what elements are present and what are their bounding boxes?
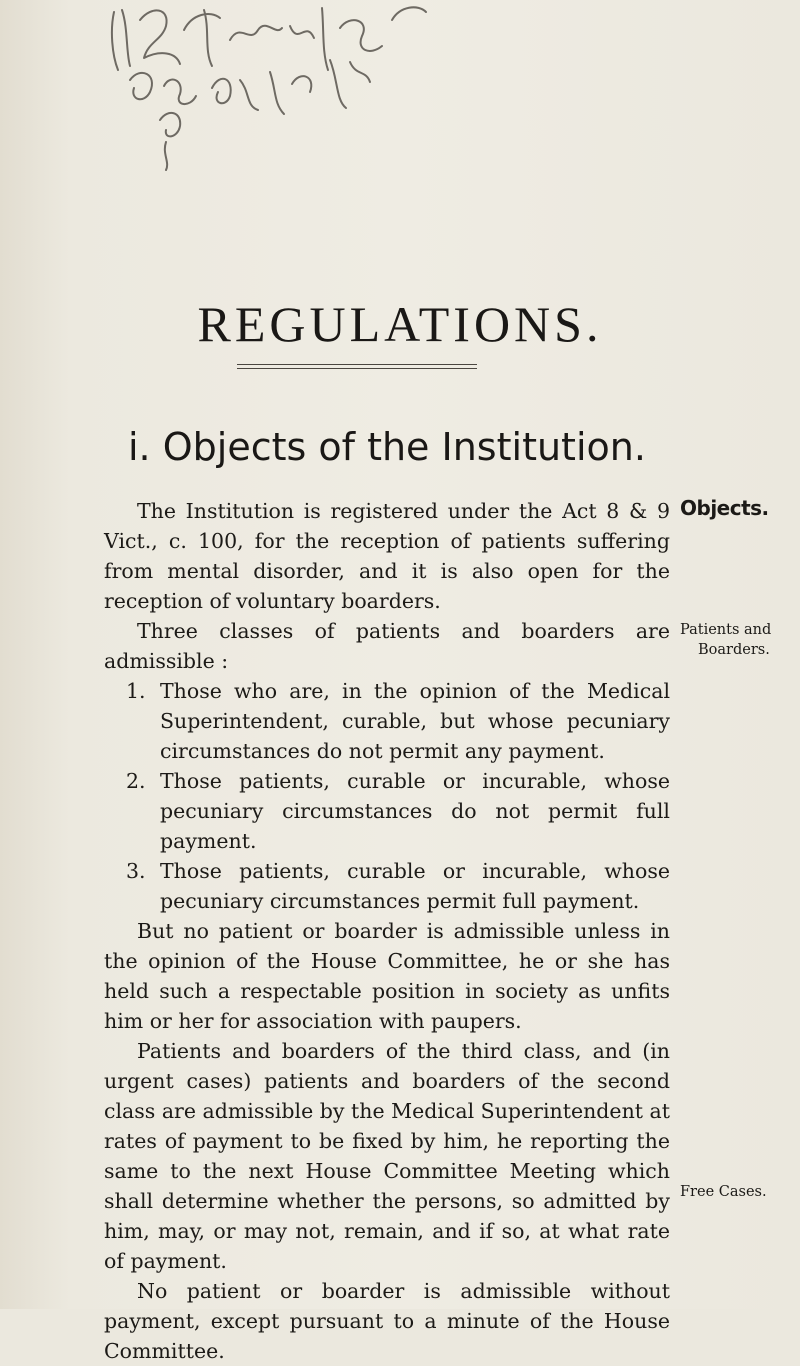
classes-list	[104, 676, 670, 916]
list-item-text: Those who are, in the opinion of the Medical Superintendent, curable, but whose pecuniary circumstances do not permit any payment.	[160, 679, 670, 763]
sidenote-objects: Objects.	[680, 496, 769, 520]
paragraph-registration: The Institution is registered under the Act 8 & 9 Vict., c. 100, for the reception of patients suffering from mental disorder, and it is also open for the reception of voluntary boarders.	[104, 499, 670, 613]
body-text	[104, 496, 670, 1366]
section-number: i.	[128, 425, 151, 469]
sidenote-line: Patients and	[680, 622, 772, 638]
sidenote-line: Boarders.	[698, 642, 770, 658]
title-rule-top	[237, 364, 477, 365]
list-item	[126, 676, 670, 766]
title-rule-bottom	[237, 368, 477, 369]
list-item-text: Those patients, curable or incurable, whose pecuniary circumstances permit full payment.	[160, 859, 670, 913]
list-item-text: Those patients, curable or incurable, whose pecuniary circumstances do not permit full payment.	[160, 769, 670, 853]
list-item	[126, 766, 670, 856]
list-item-number: 3.	[126, 859, 146, 883]
paragraph-admissibility: But no patient or boarder is admissible unless in the opinion of the House Committee, he or she has held such a respectable position in society as unfits him or her for association with paupers.	[104, 919, 670, 1033]
section-heading-text: Objects of the Institution.	[162, 425, 646, 469]
list-item-number: 2.	[126, 769, 146, 793]
paragraph-classes-intro: Three classes of patients and boarders are admissible :	[104, 619, 670, 673]
paragraph-free-cases: No patient or boarder is admissible without payment, except pursuant to a minute of the House Committee.	[104, 1279, 670, 1363]
sidenote-free-cases: Free Cases.	[680, 1184, 767, 1200]
sidenote-patients-boarders	[680, 620, 771, 660]
paragraph-rates: Patients and boarders of the third class, and (in urgent cases) patients and boarders of the second class are admissible by the Medical Superintendent at rates of payment to be fixed by him, he reporting the same to the next House Committee Meeting which shall determine whether the persons, so admitted by him, may, or may not, remain, and if so, at what rate of payment.	[104, 1039, 670, 1273]
list-item-number: 1.	[126, 679, 146, 703]
page-title: REGULATIONS.	[197, 296, 603, 352]
list-item	[126, 856, 670, 916]
section-heading	[128, 425, 748, 469]
handwritten-pencil-marks	[100, 0, 430, 175]
